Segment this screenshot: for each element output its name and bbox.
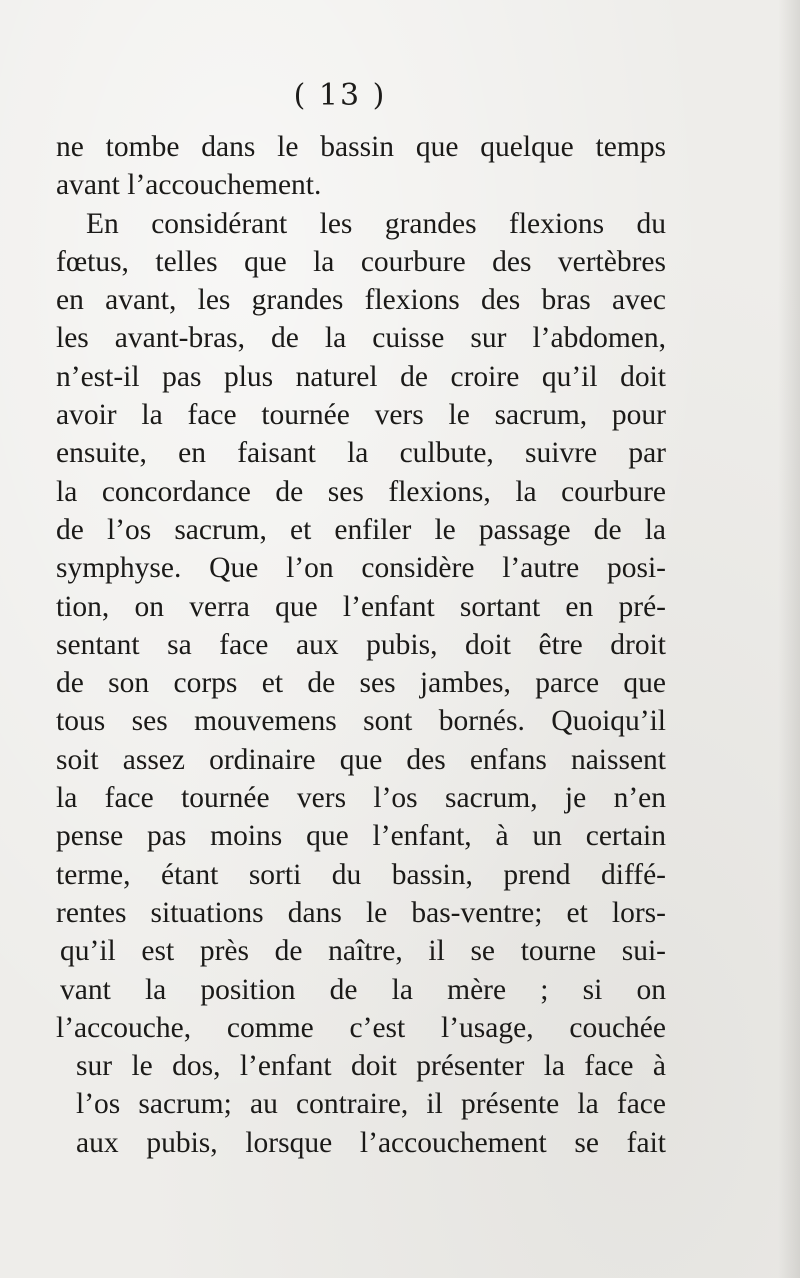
text-line: qu’il est près de naître, il se tourne sui- [60, 935, 666, 968]
text-line: de son corps et de ses jambes, parce que [56, 667, 666, 700]
text-line: pense pas moins que l’enfant, à un certain [56, 820, 666, 853]
text-line: avant l’accouchement. [56, 169, 322, 202]
text-line: les avant-bras, de la cuisse sur l’abdomen, [56, 322, 666, 355]
text-line: vant la position de la mère ; si on [60, 973, 666, 1006]
text-line: soit assez ordinaire que des enfans naissent [56, 743, 666, 776]
text-line: ensuite, en faisant la culbute, suivre par [56, 437, 666, 470]
text-line: rentes situations dans le bas-ventre; et lors- [56, 896, 666, 929]
text-line: avoir la face tournée vers le sacrum, pour [56, 399, 666, 432]
text-line: sur le dos, l’enfant doit présenter la face à [76, 1050, 666, 1083]
text-line: l’accouche, comme c’est l’usage, couchée [56, 1011, 666, 1044]
text-line: ne tombe dans le bassin que quelque temps [56, 131, 666, 163]
text-line: l’os sacrum; au contraire, il présente la face [76, 1088, 666, 1121]
page-number: ( 13 ) [293, 78, 387, 113]
text-line: tion, on verra que l’enfant sortant en pré- [56, 590, 666, 623]
text-line: terme, étant sorti du bassin, prend diffé- [56, 858, 666, 891]
text-line: fœtus, telles que la courbure des vertèbres [56, 245, 666, 278]
text-line: la concordance de ses flexions, la courbure [56, 475, 666, 508]
text-line: aux pubis, lorsque l’accouchement se fait [76, 1126, 666, 1159]
page-edge-shadow [778, 0, 800, 1278]
body-text [56, 128, 666, 1162]
text-line: la face tournée vers l’os sacrum, je n’en [56, 782, 666, 815]
text-line: de l’os sacrum, et enfiler le passage de la [56, 513, 666, 546]
text-line: En considérant les grandes flexions du [86, 207, 666, 240]
text-line: tous ses mouvemens sont bornés. Quoiqu’il [56, 705, 666, 738]
text-line: n’est-il pas plus naturel de croire qu’il doit [56, 360, 666, 393]
text-line: symphyse. Que l’on considère l’autre posi- [56, 552, 666, 585]
text-line: sentant sa face aux pubis, doit être droit [56, 628, 666, 661]
text-line: en avant, les grandes flexions des bras avec [56, 284, 666, 317]
